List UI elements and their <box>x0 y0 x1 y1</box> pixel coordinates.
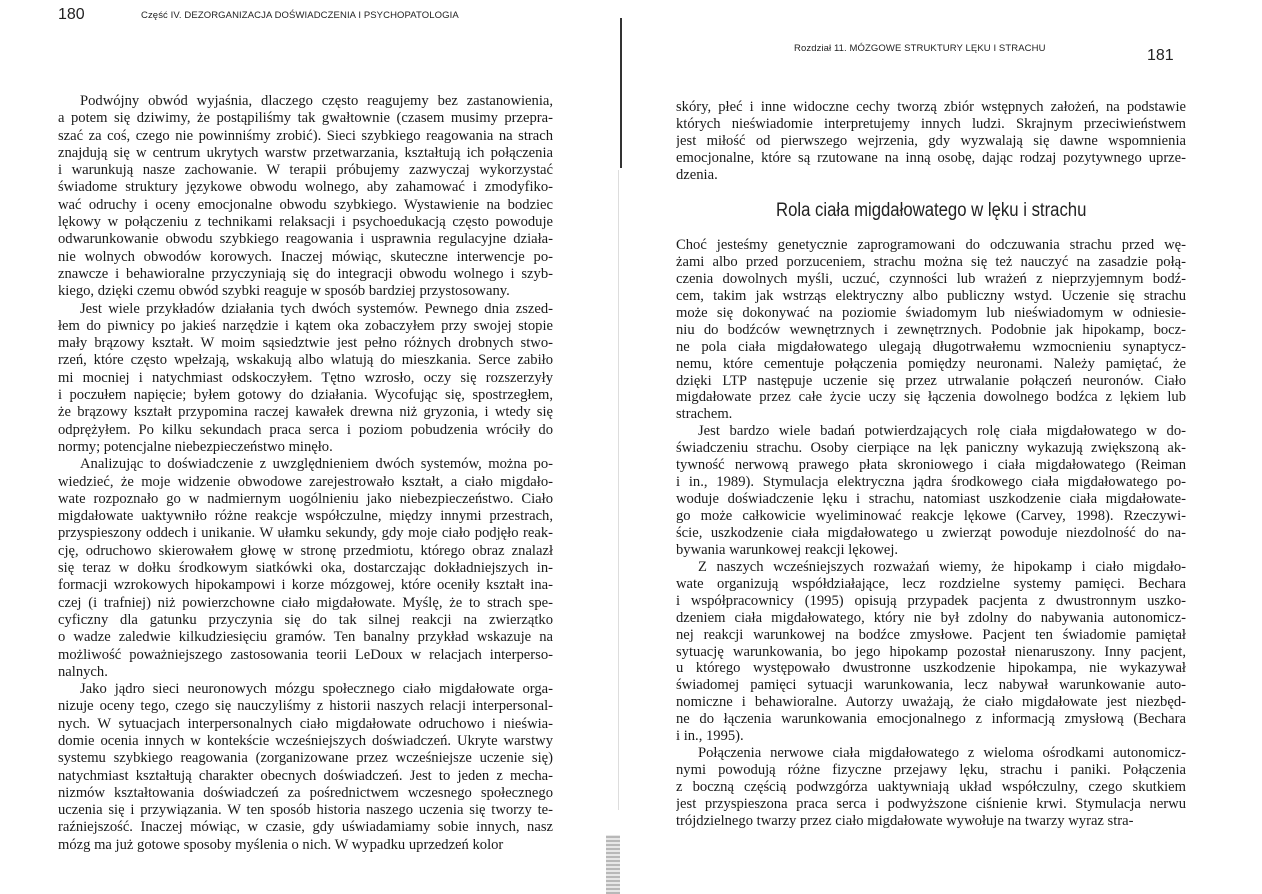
text-line: Z naszych wcześniejszych rozważań wiemy, że hipokamp i ciało migdało- <box>698 558 1186 575</box>
text-line: dzięki LTP następuje uczenie się przez utrwalanie połączeń neuronów. Ciało <box>676 372 1186 389</box>
text-line: nemu, które cementuje połączenia pomiędzy neuronami. Należy pamiętać, że <box>676 355 1186 372</box>
text-line: Połączenia nerwowe ciała migdałowatego z wieloma ośrodkami autonomicz- <box>698 745 1186 762</box>
text-line: odwarunkowanie obwodu szybkiego reagowania i usprawnia regulacyjne działa- <box>58 231 553 248</box>
text-line: ne pola ciała migdałowatego ulegają długotrwałemu wzmocnieniu synaptycz- <box>676 338 1186 355</box>
text-line: Podwójny obwód wyjaśnia, dlaczego często reagujemy bez zastanowienia, <box>80 93 553 109</box>
text-line: nizuje oceny tego, czego się nauczyliśmy z historii naszych relacji interpersonal- <box>58 698 553 715</box>
text-line: świadczeniu strachu. Osoby cierpiące na lęk paniczny wykazują zwiększoną ak- <box>676 440 1186 457</box>
text-line: Jest bardzo wiele badań potwierdzających rolę ciała migdałowatego w do- <box>698 423 1186 440</box>
text-line: mały brązowy kształt. W moim sąsiedztwie jest pełno różnych drobnych stwo- <box>58 335 553 352</box>
text-line: nomiczne i behawioralne. Autorzy uważają, że ciało migdałowate jest niezbęd- <box>676 694 1186 711</box>
text-line: domie ocenia innych w kontekście wcześniejszych doświadczeń. Ukryte warstwy <box>58 732 553 749</box>
text-line: trójdzielnego twarzy przez ciało migdałowate wywołuje na twarzy wyraz stra- <box>676 812 1134 829</box>
text-line: tywność nerwową prawego płata skroniowego i ciała migdałowatego (Reiman <box>676 457 1186 474</box>
paragraph <box>58 456 553 681</box>
paragraph <box>676 745 1186 830</box>
text-line: może się dokonywać na poziomie świadomym lub nieświadomym w odniesie- <box>676 304 1186 321</box>
paragraph <box>58 681 553 854</box>
text-line: wać odruchy i oceny emocjonalne obwodu szybkiego. Wystawienie na bodziec <box>58 196 553 213</box>
text-line: szać za coś, czego nie powinniśmy zrobić). Sieci szybkiego reagowania na strach <box>58 127 553 144</box>
text-line: znajdują się w centrum ukrytych warstw przetwarzania, kształtują ich połączenia <box>58 144 553 161</box>
paragraph <box>676 423 1186 559</box>
text-line: o wadze zaledwie kilkudziesięciu gramów. Ten banalny przykład wskazuje na <box>58 629 553 646</box>
text-line: żami albo przed porzuceniem, strachu można się też nauczyć na zasadzie połą- <box>676 253 1186 270</box>
text-line: nie wolnych obwodów korowych. Inaczej mówiąc, skuteczne interwencje po- <box>58 248 553 265</box>
text-line: Jest wiele przykładów działania tych dwóch systemów. Pewnego dnia zszed- <box>80 300 553 317</box>
text-line: kiego, dzięki czemu obwód szybki reaguje w sposób bardziej przystosowany. <box>58 283 510 300</box>
text-line: się teraz w dołku środkowym siatkówki oka, dostarczając dokładniejszych in- <box>58 560 553 577</box>
paragraph <box>58 301 553 457</box>
text-line: nej reakcji warunkowej na bodźce zmysłowe. Pacjent ten świadomie pamiętał <box>676 626 1186 643</box>
text-line: migdałowate uaktywniło różne reakcje współczulne, między innymi przestrach, <box>58 508 553 525</box>
text-line: i warunkują nasze zachowanie. W terapii próbujemy zazwyczaj wykorzystać <box>58 162 553 179</box>
text-line: łem do piwnicy po jakieś narzędzie i kątem oka zobaczyłem przy swojej stopie <box>58 317 553 334</box>
text-line: Analizując to doświadczenie z uwzględnieniem dwóch systemów, można po- <box>80 456 553 473</box>
text-line: ne do łączenia warunkowania emocjonalnego z informacją zmysłową (Bechara <box>676 711 1186 728</box>
text-line: odprężyłem. Po kilku sekundach praca serca i poziom pobudzenia wróciły do <box>58 421 553 438</box>
text-line: wate rozpoznało go w nadmiernym uogólnieniu jako niebezpieczeństwo. Ciało <box>58 490 553 507</box>
text-line: świadome struktury językowe obwodu wolnego, aby zahamować i zmodyfiko- <box>58 179 553 196</box>
page-body <box>58 93 553 854</box>
text-line: nymi powodują różne fizyczne przejawy lęku, strachu i paniki. Połączenia <box>676 762 1186 779</box>
text-line: rzeń, które często wpełzają, wskakują albo wlatują do mieszkania. Serce zabiło <box>58 352 553 369</box>
text-line: że brązowy kształt przypomina raczej kawałek drewna niż gryzonia, i wtedy się <box>58 404 553 421</box>
text-line: mi mocniej i natychmiast odskoczyłem. Tętno wzrosło, oczy się rozszerzyły <box>58 369 553 386</box>
text-line: z boczną częścią podwzgórza uaktywniają układ współczulny, czego skutkiem <box>676 779 1186 795</box>
text-line: raźniejszość. Inaczej mówiąc, w czasie, gdy uświadamiamy sobie innych, nasz <box>58 819 553 836</box>
text-line: go może całkowicie wyeliminować reakcje lękowe (Carvey, 1998). Rzeczywi- <box>676 508 1186 524</box>
text-line: uczenia się i przywiązania. W ten sposób historia naszego uczenia się tworzy te- <box>58 802 553 819</box>
text-line: emocjonalne, które są rzutowane na inną osobę, dając rodzaj pozytywnego uprze- <box>676 149 1186 166</box>
intro-paragraph <box>676 99 1186 184</box>
gutter-shadow <box>618 170 619 810</box>
text-line: przyspieszony oddech i unikanie. W ułamku sekundy, gdy moje ciało podjęło reak- <box>58 525 553 542</box>
text-line: nych. W sytuacjach interpersonalnych ciało migdałowate odruchowo i nieświa- <box>58 715 553 732</box>
text-line: formacji wzrokowych hipokampowi i korze mózgowej, które oceniły kształt ina- <box>58 577 553 594</box>
text-line: nalnych. <box>58 663 108 680</box>
text-line: migdałowate przez całe życie uczy się łączenia dowolnego bodźca z lękiem lub <box>676 389 1186 406</box>
page-number: 181 <box>1147 47 1174 64</box>
text-line: i poczułem napięcie; byłem gotowy do działania. Wycofując się, spostrzegłem, <box>58 387 553 404</box>
right-page <box>628 0 1262 894</box>
paragraph <box>676 559 1186 745</box>
text-line: cję, odruchowo skierowałem głowę w stronę przedmiotu, którego obraz znalazł <box>58 542 553 559</box>
text-line: wiedzieć, że moje widzenie obwodowe zarejestrowało kształt, a ciało migdało- <box>58 473 553 490</box>
text-line: strachem. <box>676 406 733 423</box>
text-line: a potem się dziwimy, że postąpiliśmy tak gwałtownie (czasem musimy przepra- <box>58 110 553 127</box>
page-number: 180 <box>58 6 85 23</box>
running-head: Rozdział 11. MÓZGOWE STRUKTURY LĘKU I STRACHU <box>794 43 1046 54</box>
text-line: ście, uszkodzenie ciała migdałowatego u zwierząt powoduje niezdolność do na- <box>676 524 1186 541</box>
text-line: jest przyspieszona praca serca i podwyższone ciśnienie krwi. Stymulacja nerwu <box>676 795 1186 812</box>
paragraph <box>58 93 553 301</box>
text-line: bywania warunkowej reakcji lękowej. <box>676 541 899 558</box>
paragraph <box>676 237 1186 423</box>
text-line: Jako jądro sieci neuronowych mózgu społecznego ciało migdałowate orga- <box>80 681 553 698</box>
text-line: dzeniem ciała migdałowatego, który nie był zdolny do nabywania autonomicz- <box>676 609 1186 626</box>
text-line: niu do bodźców wewnętrznych i zewnętrznych. Podobnie jak hipokamp, bocz- <box>676 321 1186 338</box>
text-line: dzenia. <box>676 166 718 183</box>
running-head: Część IV. DEZORGANIZACJA DOŚWIADCZENIA I PSYCHOPATOLOGIA <box>141 10 459 21</box>
text-line: których nieświadomie interpretujemy innych ludzi. Skrajnym przeciwieństwem <box>676 115 1186 132</box>
section-heading: Rola ciała migdałowatego w lęku i strachu <box>776 200 1087 221</box>
text-line: skóry, płeć i inne widoczne cechy tworzą zbiór wstępnych założeń, na podstawie <box>676 99 1186 115</box>
text-line: natychmiast kształtują charakter obecnych doświadczeń. Jest to jeden z mecha- <box>58 767 553 784</box>
left-page <box>0 0 610 894</box>
text-line: u którego występowało dwustronne uszkodzenie hipokampa, nie wykazywał <box>676 660 1186 677</box>
text-line: sytuację warunkowania, bo jego hipokamp pozostał nienaruszony. Inny pacjent, <box>676 643 1186 660</box>
text-line: normy; potencjalne niebezpieczeństwo minęło. <box>58 438 333 455</box>
text-line: i in., 1995). <box>676 728 744 745</box>
text-line: świadomej pamięci sytuacji warunkowania, lecz nabywał warunkowanie auto- <box>676 677 1186 694</box>
text-line: woduje doświadczenie lęku i strachu, natomiast uszkodzenie ciała migdałowate- <box>676 491 1186 508</box>
text-line: nizmów kształtowania doświadczeń za pośrednictwem wczesnego społecznego <box>58 784 553 801</box>
text-line: lękowy w połączeniu z technikami relaksacji i psychoedukacją często powoduje <box>58 214 553 231</box>
text-line: mózg ma już gotowe sposoby myślenia o nich. W wypadku uprzedzeń kolor <box>58 836 504 853</box>
text-line: cem, takim jak wstrząs elektryczny albo publiczny wstyd. Uczenie się strachu <box>676 287 1186 304</box>
gutter-line <box>620 18 622 168</box>
text-line: jest miłość od pierwszego wejrzenia, gdy wyzwalają się dawne wspomnienia <box>676 132 1186 149</box>
text-line: możliwość poważniejszego zastosowania teorii LeDoux w relacjach interperso- <box>58 646 553 663</box>
text-line: wate organizują współdziałające, lecz rozdzielne systemy pamięci. Bechara <box>676 575 1186 592</box>
text-line: czej (i trafniej) niż powierzchowne ciało migdałowate. Myślę, że to strach spe- <box>58 594 553 611</box>
page-body <box>676 237 1186 830</box>
text-line: i współpracownicy (1995) opisują przypadek pacjenta z dwustronnym uszko- <box>676 592 1186 609</box>
text-line: cyficzny dla gatunku przyczynia się do tak silnej reakcji na zwierzątko <box>58 611 553 628</box>
text-line: znawcze i behawioralne przyczyniają się do integracji obwodu wolnego i szyb- <box>58 265 553 282</box>
text-line: systemu szybkiego reagowania (zorganizowane przez wcześniejsze uczenie się) <box>58 750 553 767</box>
text-line: czenia dowolnych myśli, uczuć, czynności lub wrażeń z nieprzyjemnym bodź- <box>676 270 1186 287</box>
text-line: i in., 1989). Stymulacja elektryczna jądra środkowego ciała migdałowatego po- <box>676 474 1186 491</box>
scan-artifact <box>606 835 620 894</box>
text-line: Choć jesteśmy genetycznie zaprogramowani do odczuwania strachu przed wę- <box>676 237 1186 253</box>
